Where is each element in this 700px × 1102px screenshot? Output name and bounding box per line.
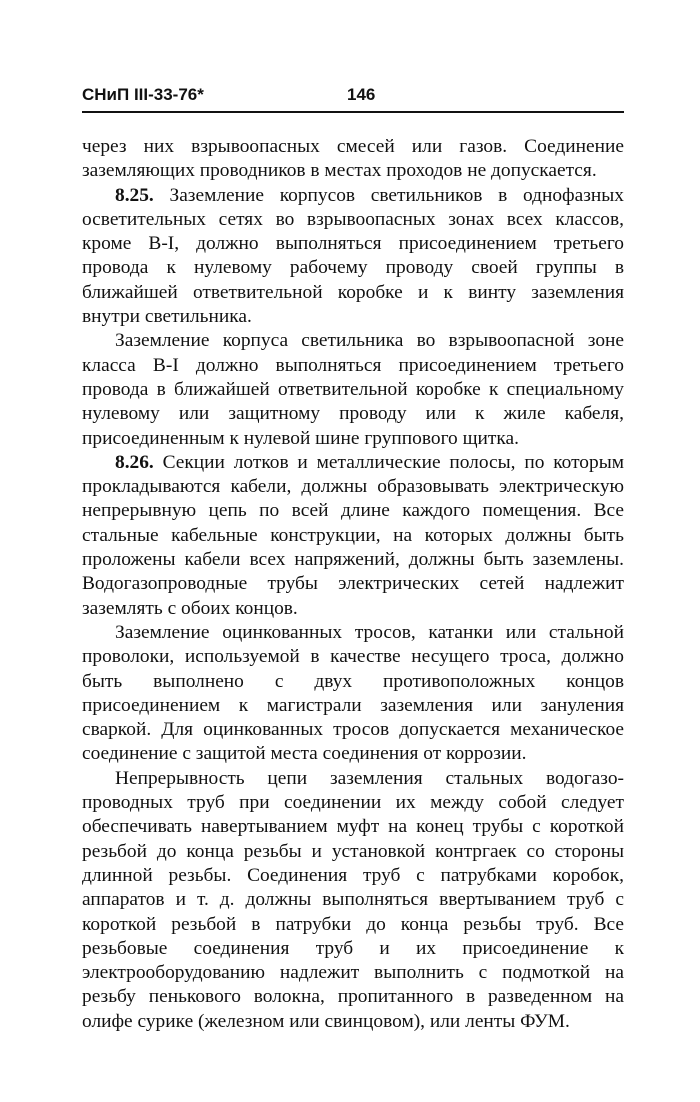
clause-number: 8.25. <box>115 184 154 206</box>
document-code: СНиП III-33-76* <box>82 85 204 104</box>
page-number: 146 <box>347 85 376 104</box>
clause-8-25 <box>82 184 624 330</box>
paragraph-text: Непрерывность цепи заземления стальных водогазопроводных труб при соединении их между собой следует обеспечивать навертыванием муфт на конец трубы с короткой резьбой до конца резьбы и установкой контргаек со стороны длинной резьбы. Соединения труб с патрубками коробок, аппаратов и т. д. должны выполняться ввертыванием труб с короткой резьбой в патрубки до конца резьбы труб. Все резьбовые соединения труб и их присоединение к электрооборудованию надлежит выполнить с подмоткой на резьбу пенькового волокна, пропитанного в разведенном на олифе сурике (железном или свинцовом), или ленты ФУМ. <box>82 767 624 1032</box>
paragraph-text: Заземление корпусов светильников в однофазных осветительных сетях во взрывоопасных зонах всех классов, кроме В-I, должно выполняться присоединением третьего провода к нулевому рабочему проводу своей группы в ближайшей ответвительной коробке и к винту заземления внутри светильника. <box>82 184 624 328</box>
paragraph <box>82 767 624 1034</box>
paragraph-text: Заземление оцинкованных тросов, катанки или стальной проволоки, используемой в качестве несущего троса, должно быть выполнено с двух противоположных концов присоединением к магистрали заземления или зануления сваркой. Для оцинкованных тросов допускается механическое соединение с защитой места соединения от коррозии. <box>82 621 624 765</box>
paragraph-text: Секции лотков и металлические полосы, по которым прокладываются кабели, должны образовывать электрическую непрерывную цепь по всей длине каждого помещения. Все стальные кабельные конструкции, на которых должны быть проложены кабели всех напряжений, должны быть заземлены. Водогазопроводные трубы электрических сетей надлежит заземлять с обоих концов. <box>82 451 624 619</box>
clause-8-26 <box>82 451 624 621</box>
paragraph <box>82 329 624 450</box>
paragraph-text: Заземление корпуса светильника во взрывоопасной зоне класса В-I должно выполняться присоединением третьего провода в ближайшей ответвительной коробке к специальному нулевому или защитному проводу или к жиле кабеля, присоединенным к нулевой шине группового щитка. <box>82 330 624 449</box>
clause-number: 8.26. <box>115 451 154 473</box>
paragraph-continuation <box>82 135 624 184</box>
document-page <box>82 76 624 1034</box>
paragraph <box>82 621 624 767</box>
running-header <box>82 76 624 110</box>
body-text <box>82 135 624 1034</box>
paragraph-text: через них взрывоопасных смесей или газов. Соединение заземляющих проводников в местах проходов не допускается. <box>82 136 624 182</box>
